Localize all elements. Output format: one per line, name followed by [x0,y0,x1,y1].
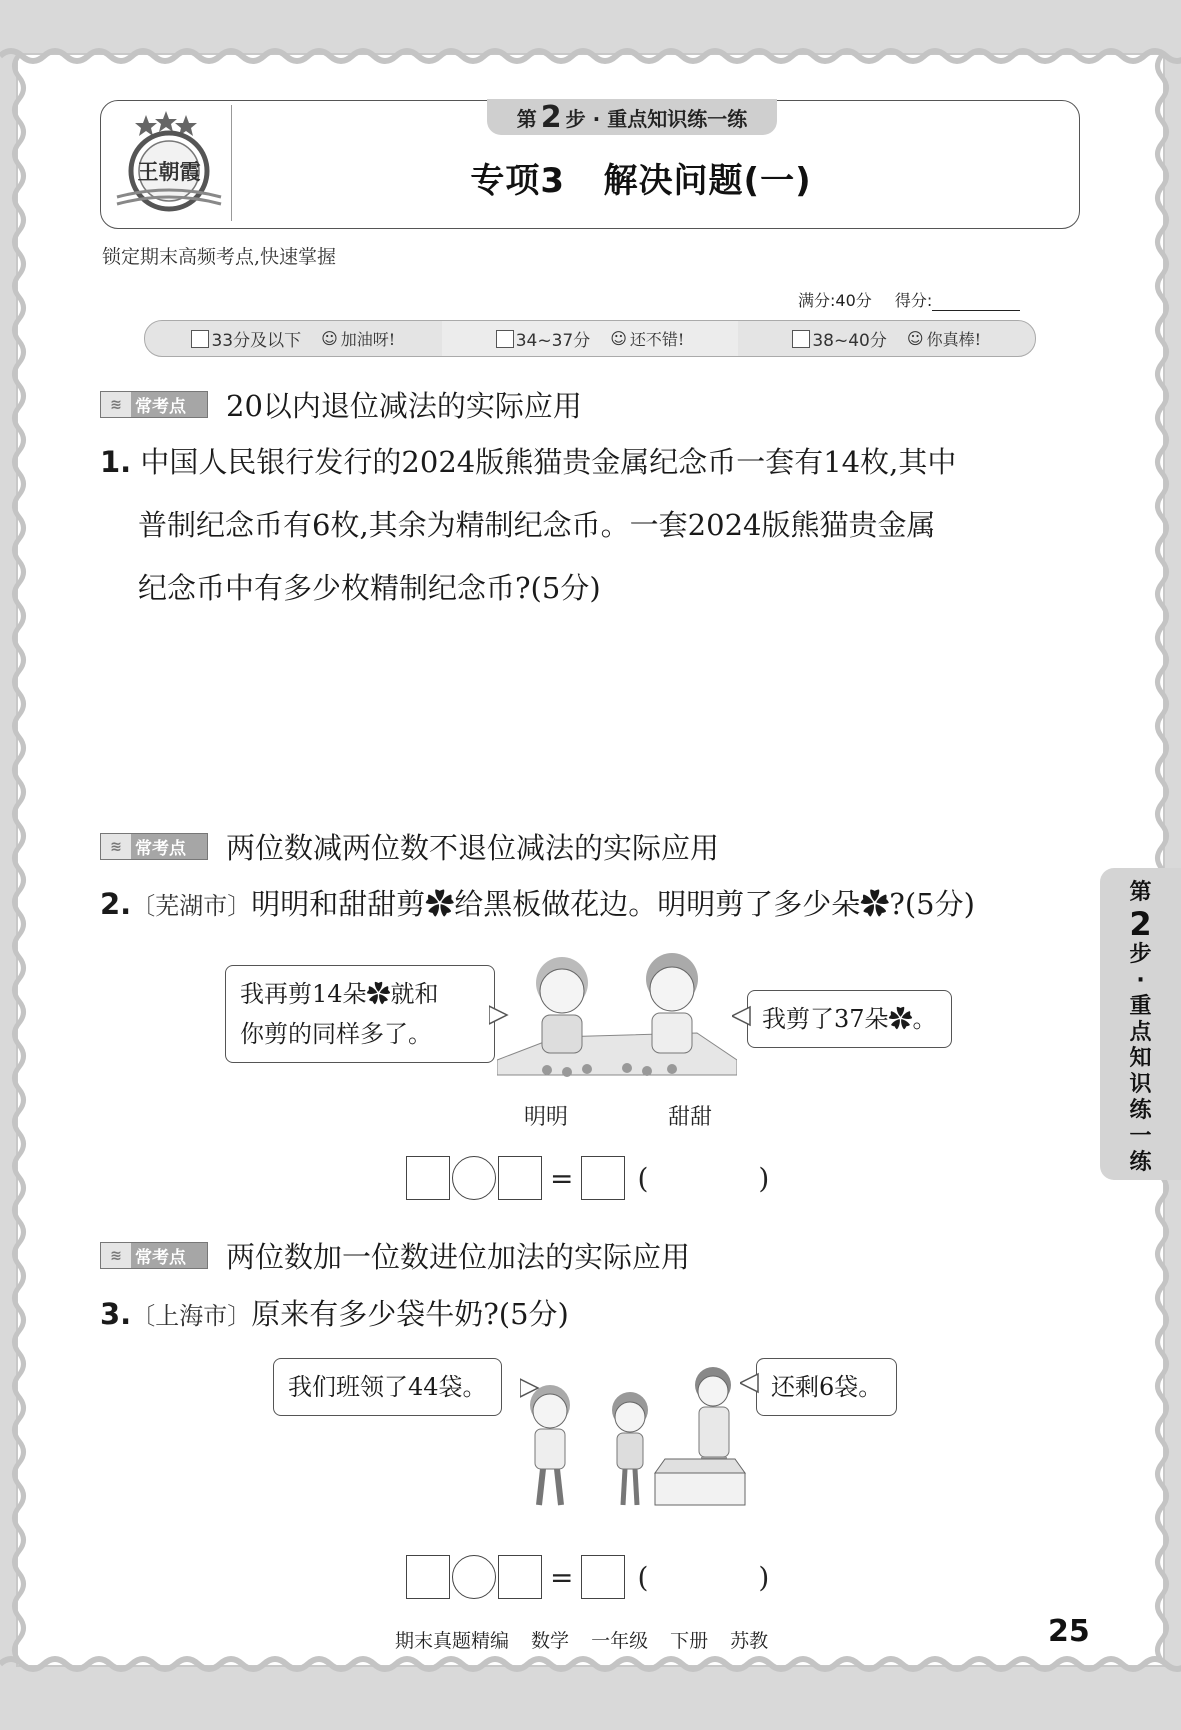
children-cutting-flowers-illustration [497,945,737,1085]
knowledge-point-1 [100,384,582,425]
rating-bar [144,320,1036,357]
rating-checkbox[interactable] [191,330,209,348]
rating-segment [145,321,442,356]
region-tag: 〔上海市〕 [131,1302,252,1330]
step-suffix: 步 · 重点知识练一练 [565,106,748,131]
answer-box[interactable] [498,1156,542,1200]
bottom-wave-border [0,1652,1181,1676]
rating-segment [738,321,1035,356]
knowledge-point-title: 20以内退位减法的实际应用 [226,389,582,423]
answer-box[interactable] [406,1555,450,1599]
side-step-tab: 第 2 步 · 重 点 知 识 练 一 练 [1100,868,1181,1180]
knowledge-point-badge: ≋ 常考点 [100,833,208,860]
score-line [798,288,1020,311]
operator-circle[interactable] [452,1555,496,1599]
question-1-line-3: 纪念币中有多少枚精制纪念币?(5分) [138,571,601,605]
step-tab [487,99,777,135]
smiley-icon: ☺ [321,329,338,348]
speech-bubble-boy: 我们班领了44袋。 [273,1358,502,1416]
rating-checkbox[interactable] [792,330,810,348]
rating-range: 34~37分 [515,331,591,351]
rating-message: 加油呀! [340,330,396,349]
smiley-icon: ☺ [906,329,924,348]
question-number: 2. [100,887,132,921]
flower-icon: ✿ [888,1005,913,1033]
question-2-line: 2.〔芜湖市〕明明和甜甜剪✿给黑板做花边。明明剪了多少朵✿?(5分) [100,887,975,921]
unit-paren-open: ( [637,1161,649,1195]
question-1-line-2: 普制纪念币有6枚,其余为精制纪念币。一套2024版熊猫贵金属 [138,508,936,542]
waves-icon: ≋ [101,392,131,417]
step-prefix: 第 [516,106,537,131]
page-title: 专项3 解决问题(一) [470,161,812,201]
step-number: 2 [540,99,562,135]
knowledge-point-3 [100,1235,690,1276]
name-tiantian: 甜甜 [668,1105,713,1130]
score-blank[interactable] [932,296,1020,311]
answer-box[interactable] [498,1555,542,1599]
flower-icon: ✿ [425,887,455,921]
answer-box[interactable] [406,1156,450,1200]
speech-bubble-tiantian: 我剪了37朵✿。 [747,990,952,1048]
smiley-icon: ☺ [610,329,627,348]
knowledge-point-2 [100,826,719,867]
header-box [100,100,1080,229]
rating-range: 33分及以下 [211,331,302,351]
waves-icon: ≋ [101,834,131,859]
question-number: 1. [100,445,132,479]
score-label: 得分: [894,291,933,310]
rating-checkbox[interactable] [496,330,514,348]
question-number: 3. [100,1297,132,1331]
rating-message: 还不错! [629,330,685,349]
left-wave-border [8,55,30,1665]
rating-segment [442,321,739,356]
knowledge-point-badge: ≋ 常考点 [100,391,208,418]
unit-paren-close: ) [758,1161,770,1195]
equals-sign: = [550,1560,574,1594]
speech-bubble-teacher: 还剩6袋。 [756,1358,897,1416]
speech-bubble-mingming: 我再剪14朵✿就和 你剪的同样多了。 [225,965,495,1063]
top-wave-border [0,44,1181,68]
equation-row-3 [406,1555,769,1599]
logo-divider [231,105,232,221]
svg-text:王朝霞: 王朝霞 [137,159,201,184]
milk-distribution-illustration [515,1355,755,1515]
knowledge-point-badge: ≋ 常考点 [100,1242,208,1269]
question-1-line-1: 1. 中国人民银行发行的2024版熊猫贵金属纪念币一套有14枚,其中 [100,445,957,479]
knowledge-point-title: 两位数加一位数进位加法的实际应用 [226,1240,691,1274]
name-mingming: 明明 [524,1105,569,1130]
answer-box[interactable] [581,1555,625,1599]
publisher-logo [113,109,225,219]
knowledge-point-title: 两位数减两位数不退位减法的实际应用 [226,831,720,865]
right-wave-border [1151,55,1173,1665]
operator-circle[interactable] [452,1156,496,1200]
question-3-line: 3.〔上海市〕原来有多少袋牛奶?(5分) [100,1297,569,1331]
answer-box[interactable] [581,1156,625,1200]
flower-icon: ✿ [860,887,890,921]
waves-icon: ≋ [101,1243,131,1268]
region-tag: 〔芜湖市〕 [131,892,252,920]
equals-sign: = [550,1161,574,1195]
full-score: 满分:40分 [798,291,872,310]
equation-row-2 [406,1156,769,1200]
unit-paren-open: ( [637,1560,649,1594]
unit-paren-close: ) [758,1560,770,1594]
rating-message: 你真棒! [926,330,981,349]
page-subtitle: 锁定期末高频考点,快速掌握 [102,246,337,268]
page-footer: 期末真题精编 数学 一年级 下册 苏教 [395,1630,769,1652]
rating-range: 38~40分 [812,331,887,351]
page-number: 25 [1048,1614,1090,1649]
flower-icon: ✿ [366,980,391,1008]
